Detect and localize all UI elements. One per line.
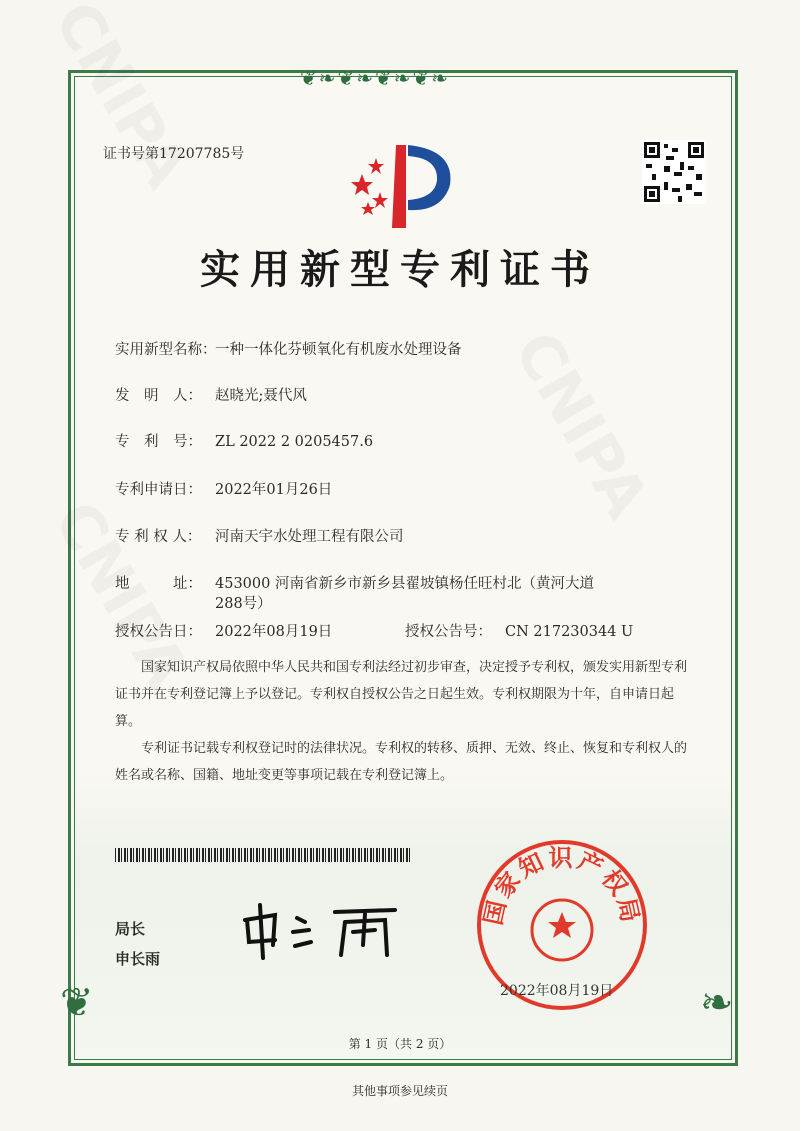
seal-date: 2022年08月19日 (500, 983, 614, 999)
certificate-title: 实用新型专利证书 (200, 246, 600, 293)
statement-paragraph: 专利证书记载专利权登记时的法律状况。专利权的转移、质押、无效、终止、恢复和专利权人的姓名或名称、国籍、地址变更等事项记载在专利登记簿上。 (115, 741, 688, 783)
star-icon (361, 202, 375, 215)
field-value: 赵晓光;聂代风 (215, 388, 307, 404)
handwritten-signature (235, 900, 415, 960)
field-value: 河南天宇水处理工程有限公司 (215, 529, 404, 545)
signatory-name: 申长雨 (115, 950, 161, 968)
field-value: 453000 河南省新乡市新乡县翟坡镇杨任旺村北（黄河大道288号） (215, 576, 594, 612)
field-patent-number (115, 432, 615, 452)
field-patentee (115, 527, 615, 547)
field-label: 授权公告号： (405, 624, 492, 640)
statement-paragraph: 国家知识产权局依照中华人民共和国专利法经过初步审查，决定授予专利权，颁发实用新型专利证书并在专利登记簿上予以登记。专利权自授权公告之日起生效。专利权期限为十年，自申请日起算。 (115, 660, 688, 729)
field-name (115, 340, 615, 360)
corner-ornament-br: ❧ (700, 980, 736, 1026)
star-icon (372, 192, 388, 208)
corner-ornament-bl: ❦ (60, 980, 96, 1026)
logo-red-bar (392, 145, 406, 228)
star-icon (548, 912, 576, 938)
field-value: ZL 2022 2 0205457.6 (215, 434, 374, 450)
qr-code (642, 140, 706, 204)
field-application-date (115, 480, 615, 500)
barcode (115, 848, 410, 862)
field-value: 2022年08月19日 (215, 624, 333, 640)
field-label: 授权公告日： (115, 624, 202, 640)
signatory-title: 局长 (115, 920, 146, 938)
field-address (115, 574, 605, 614)
star-icon (368, 158, 384, 174)
star-icon (351, 174, 373, 195)
page-indicator: 第 1 页（共 2 页） (348, 1037, 452, 1051)
field-label: 实用新型名称： (115, 342, 217, 358)
seal-text: 国家知识产权局 (479, 844, 645, 928)
field-label: 发 明 人： (115, 388, 202, 404)
field-label: 专 利 权 人： (115, 529, 202, 545)
field-inventor (115, 386, 615, 406)
field-label: 专利申请日： (115, 482, 202, 498)
top-ornament: ❦❧❦❧❦❧❦❧ (300, 66, 451, 90)
certificate-number: 证书号第17207785号 (103, 146, 245, 162)
field-label: 地 址： (115, 576, 202, 592)
logo-blue-curve (408, 145, 450, 210)
field-value: 一种一体化芬顿氧化有机废水处理设备 (215, 342, 462, 358)
cnipa-logo (340, 140, 460, 230)
field-value: CN 217230344 U (505, 624, 634, 640)
field-value: 2022年01月26日 (215, 482, 333, 498)
footer-note: 其他事项参见续页 (351, 1084, 448, 1098)
field-label: 专 利 号： (115, 434, 202, 450)
field-grant-date (115, 622, 633, 642)
